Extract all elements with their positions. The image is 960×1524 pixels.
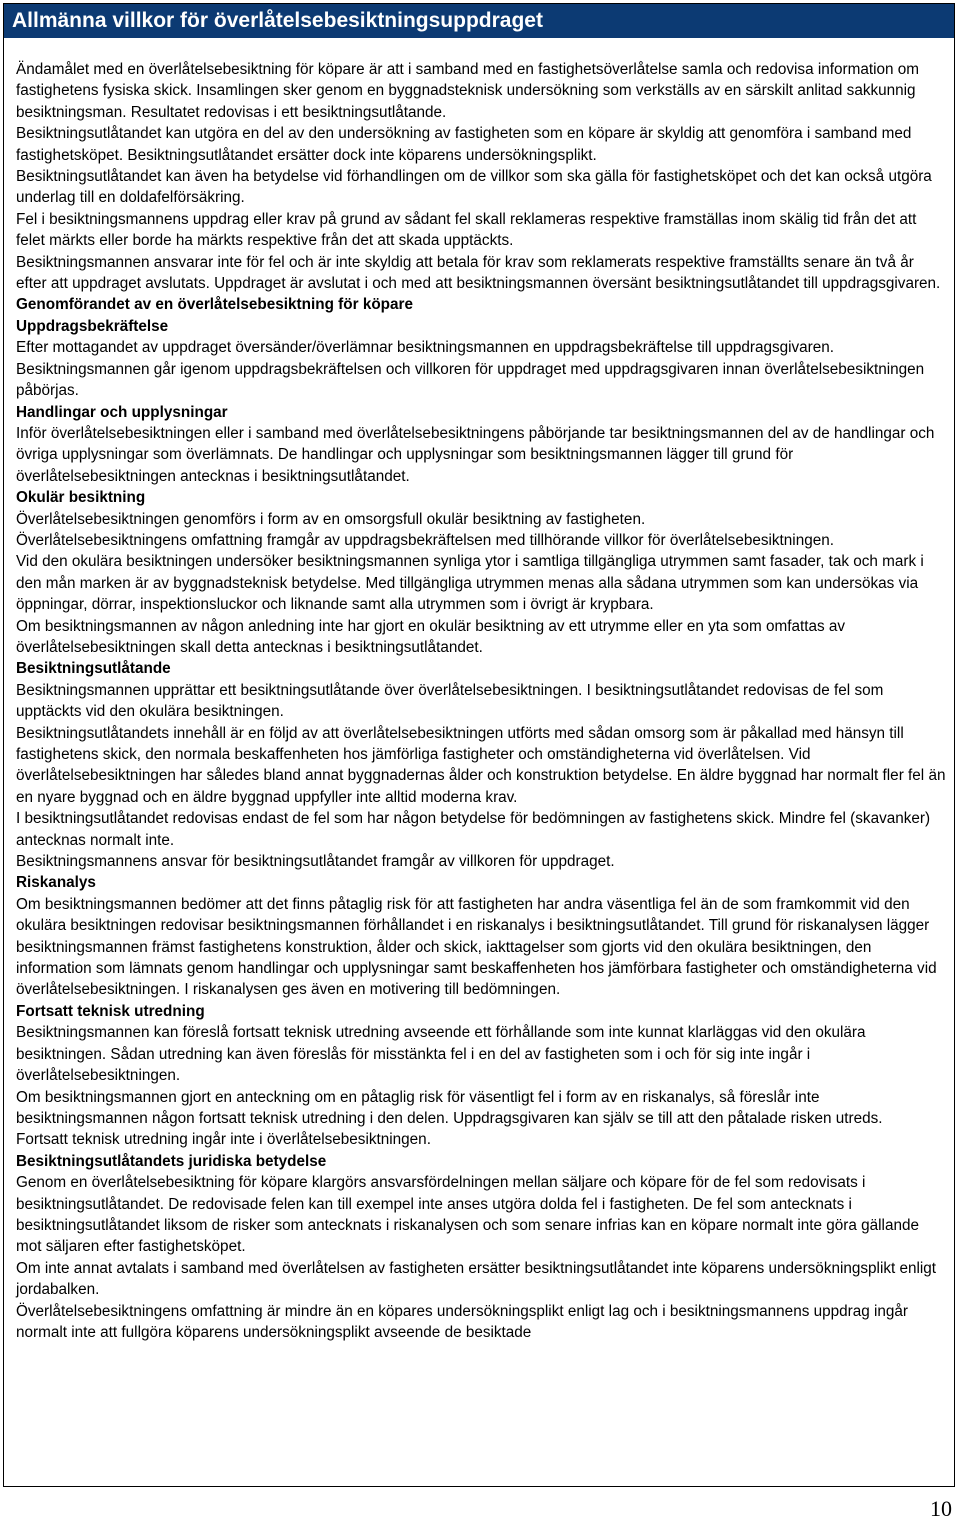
section-paragraph: I besiktningsutlåtandet redovisas endast de fel som har någon betydelse för bedömningen av fastighetens skick. Mindre fel (skavanker) antecknas normalt inte. xyxy=(16,810,931,849)
section-heading: Genomförandet av en överlåtelsebesiktning för köpare xyxy=(16,296,413,314)
section-heading: Okulär besiktning xyxy=(16,489,146,507)
section-heading: Besiktningsutlåtandets juridiska betydelse xyxy=(16,1152,327,1170)
intro-paragraph: Besiktningsutlåtandet kan även ha betydelse vid förhandlingen om de villkor som ska gälla för fastighetsköpet och det kan också utgöra underlag till en doldafelförsäkring. xyxy=(16,168,932,207)
section-heading: Besiktningsutlåtande xyxy=(16,660,171,678)
section-paragraph: Överlåtelsebesiktningens omfattning framgår av uppdragsbekräftelsen med tillhörande villkor för överlåtelsebesiktningen. xyxy=(16,531,834,549)
section-paragraph: Inför överlåtelsebesiktningen eller i samband med överlåtelsebesiktningens påbörjande tar besiktningsmannen del av de handlingar och övriga upplysningar som överlämnats. De handlingar och upplysningar som besiktningsmannen lägger till grund för överlåtelsebesiktningen antecknas i besiktningsutlåtandet. xyxy=(16,424,935,485)
section-paragraph: Besiktningsmannen kan föreslå fortsatt teknisk utredning avseende ett förhållande som inte kunnat klarläggas vid den okulära besiktningen. Sådan utredning kan även föreslås för misstänkta fel i en del av fastigheten som i och för sig inte ingår i överlåtelsebesiktningen. xyxy=(16,1024,866,1085)
page-number: 10 xyxy=(930,1496,952,1521)
intro-paragraph: Besiktningsutlåtandet kan utgöra en del av den undersökning av fastigheten som en köpare är skyldig att genomföra i samband med fastighetsköpet. Besiktningsutlåtandet ersätter dock inte köparens undersökningsplikt. xyxy=(16,125,912,164)
section-uppdragsbekraftelse xyxy=(16,316,946,402)
section-besiktningsutlatande xyxy=(16,658,946,872)
section-genomforandet xyxy=(16,294,946,315)
section-paragraph: Om besiktningsmannen av någon anledning inte har gjort en okulär besiktning av ett utrymme eller en yta som omfattas av överlåtelsebesiktningen skall detta antecknas i besiktningsutlåtandet. xyxy=(16,617,846,656)
section-fortsatt-utredning xyxy=(16,1001,946,1151)
section-paragraph: Om inte annat avtalats i samband med överlåtelsen av fastigheten ersätter besiktningsutlåtandet inte köparens undersökningsplikt enligt jordabalken. xyxy=(16,1259,937,1299)
document-body xyxy=(4,38,954,1343)
intro-paragraph: Fel i besiktningsmannens uppdrag eller krav på grund av sådant fel skall reklameras respektive framställas inom skälig tid från det att felet märkts eller borde ha märkts respektive från det att skada upptäckts. xyxy=(16,210,917,250)
section-paragraph: Överlåtelsebesiktningen genomförs i form av en omsorgsfull okulär besiktning av fastigheten. xyxy=(16,510,646,528)
section-paragraph: Om besiktningsmannen bedömer att det finns påtaglig risk för att fastigheten har andra väsentliga fel än de som framkommit vid den okulära besiktningen redovisar besiktningsmannen förhållandet i en riskanalys i besiktningsutlåtandet. Till grund för riskanalysen lägger besiktningsmannen främst fastighetens konstruktion, ålder och skick, iakttagelser som gjorts vid den okulära besiktningen, den information som lämnats genom handlingar och upplysningar samt beskaffenheten hos jämförbara fastigheter och omständigheterna vid överlåtelsebesiktningen. I riskanalysen ges även en motivering till bedömningen. xyxy=(16,895,937,999)
document-title: Allmänna villkor för överlåtelsebesiktningsuppdraget xyxy=(4,4,954,38)
section-paragraph: Besiktningsmannen upprättar ett besiktningsutlåtande över överlåtelsebesiktningen. I besiktningsutlåtandet redovisas de fel som upptäckts vid den okulära besiktningen. xyxy=(16,681,884,721)
section-paragraph: Genom en överlåtelsebesiktning för köpare klargörs ansvarsfördelningen mellan säljare och köpare för de fel som redovisats i besiktningsutlåtandet. De redovisade felen kan till exempel inte anses utgöra dolda fel i fastigheten. De fel som antecknats i besiktningsutlåtandet liksom de risker som antecknats i riskanalysen och som senare infrias kan en köpare normalt inte göra gällande mot säljaren efter fastighetsköpet. xyxy=(16,1174,919,1256)
section-paragraph: Överlåtelsebesiktningens omfattning är mindre än en köpares undersökningsplikt enligt lag och i besiktningsmannens uppdrag ingår normalt inte att fullgöra köparens undersökningsplikt avseende de besiktade xyxy=(16,1302,908,1341)
section-heading: Handlingar och upplysningar xyxy=(16,403,228,421)
section-paragraph: Efter mottagandet av uppdraget översänder/överlämnar besiktningsmannen en uppdragsbekräftelse till uppdragsgivaren. Besiktningsmannen går igenom uppdragsbekräftelsen och villkoren för uppdraget med uppdragsgivaren innan överlåtelsebesiktningen påbörjas. xyxy=(16,339,925,400)
section-paragraph: Vid den okulära besiktningen undersöker besiktningsmannen synliga ytor i samtliga tillgängliga utrymmen samt fasader, tak och mark i den mån marken är av byggnadsteknisk betydelse. Med tillgängliga utrymmen menas alla sådana utrymmen som kan undersökas via öppningar, dörrar, inspektionsluckor och liknande samt alla utrymmen som i övrigt är krypbara. xyxy=(16,553,924,614)
section-paragraph: Om besiktningsmannen gjort en anteckning om en påtaglig risk för väsentligt fel i form av en riskanalys, så föreslår inte besiktningsmannen någon fortsatt teknisk utredning i den delen. Uppdragsgivaren kan själv se till att den påtalade risken utreds. xyxy=(16,1088,883,1127)
document-frame xyxy=(3,3,955,1487)
intro-paragraph: Ändamålet med en överlåtelsebesiktning för köpare är att i samband med en fastighetsöverlåtelse samla och redovisa information om fastighetens fysiska skick. Insamlingen sker genom en byggnadsteknisk undersökning som verkställs av en särskilt anlitad sakkunnig besiktningsman. Resultatet redovisas i ett besiktningsutlåtande. xyxy=(16,61,919,121)
section-heading: Fortsatt teknisk utredning xyxy=(16,1002,205,1020)
section-heading: Uppdragsbekräftelse xyxy=(16,317,169,335)
section-handlingar xyxy=(16,402,946,488)
intro-paragraph: Besiktningsmannen ansvarar inte för fel och är inte skyldig att betala för krav som reklamerats respektive framställts senare än två år efter att uppdraget avslutats. Uppdraget är avslutat i och med att besiktningsmannen översänt besiktningsutlåtandet till uppdragsgivaren. xyxy=(16,253,941,293)
section-juridiska-betydelse xyxy=(16,1151,946,1344)
section-paragraph: Besiktningsmannens ansvar för besiktningsutlåtandet framgår av villkoren för uppdraget. xyxy=(16,853,615,871)
intro-block xyxy=(16,59,946,294)
section-heading: Riskanalys xyxy=(16,874,96,892)
section-paragraph: Besiktningsutlåtandets innehåll är en följd av att överlåtelsebesiktningen utförts med sådan omsorg som är påkallad med hänsyn till fastighetens skick, den normala beskaffenheten hos jämförliga fastigheter och omständigheterna vid överlåtelsen. Vid överlåtelsebesiktningen har således bland annat byggnadernas ålder och konstruktion betydelse. En äldre byggnad har normalt fler fel än en nyare byggnad och en äldre byggnad uppfyller inte alltid moderna krav. xyxy=(16,724,946,806)
section-riskanalys xyxy=(16,872,946,1000)
section-paragraph: Fortsatt teknisk utredning ingår inte i överlåtelsebesiktningen. xyxy=(16,1131,431,1149)
section-okular-besiktning xyxy=(16,487,946,658)
